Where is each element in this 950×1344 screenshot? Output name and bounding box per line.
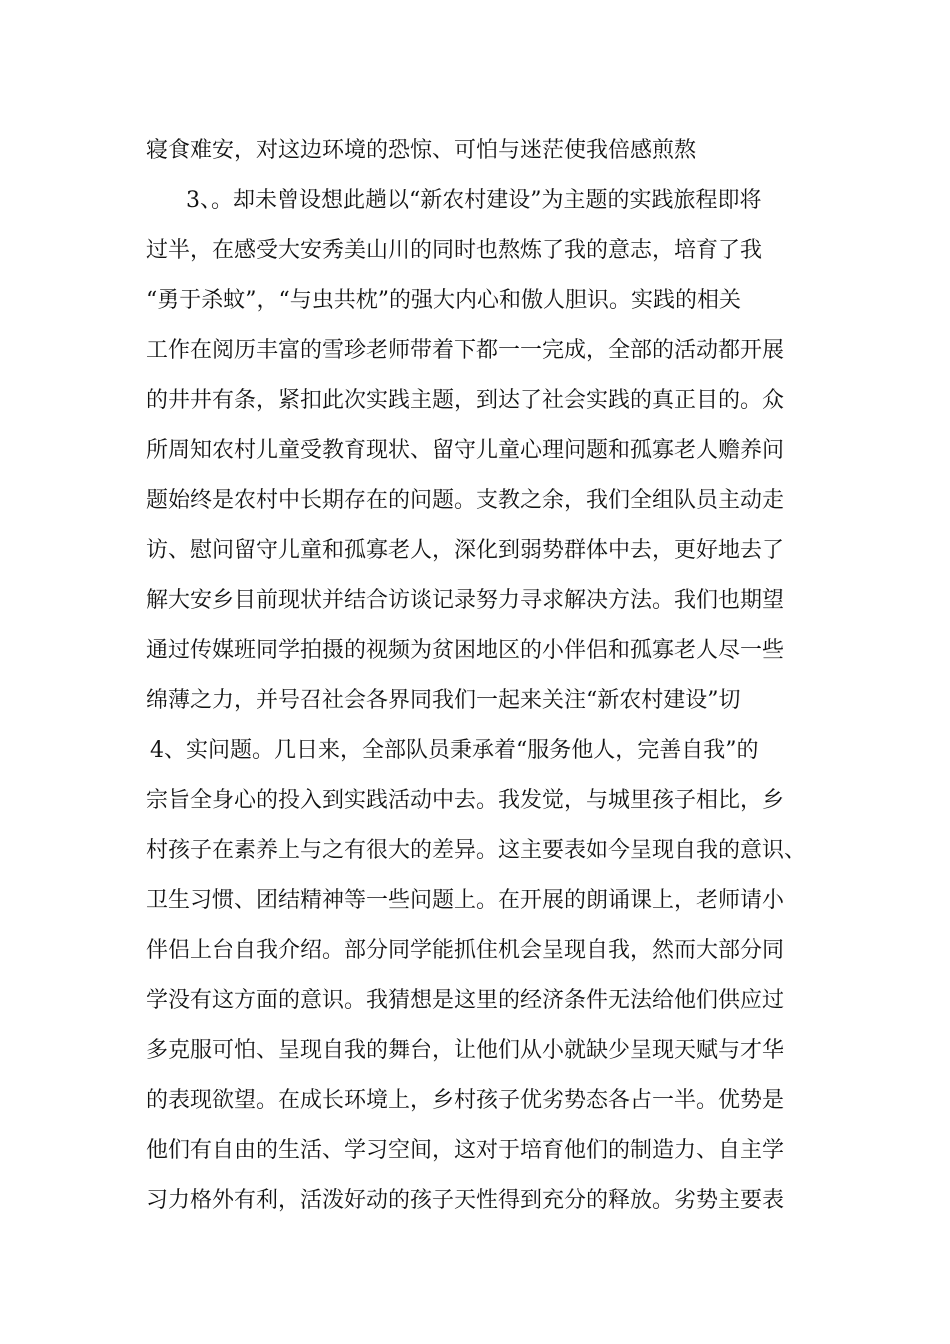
text-line: 寝食难安，对这边环境的恐惊、可怕与迷茫使我倍感煎熬 — [146, 138, 697, 163]
text-line: 访、慰问留守儿童和孤寡老人，深化到弱势群体中去，更好地去了 — [146, 538, 785, 563]
text-line: 绵薄之力，并号召社会各界同我们一起来关注“新农村建设”切 — [146, 688, 741, 713]
text-line: 学没有这方面的意识。我猜想是这里的经济条件无法给他们供应过 — [146, 988, 785, 1013]
text-line: 工作在阅历丰富的雪珍老师带着下都一一完成，全部的活动都开展 — [146, 338, 785, 363]
text-line: 所周知农村儿童受教育现状、留守儿童心理问题和孤寡老人赡养问 — [146, 438, 785, 463]
text-line: 村孩子在素养上与之有很大的差异。这主要表如今呈现自我的意识、 — [146, 838, 807, 863]
text-line: 习力格外有利，活泼好动的孩子天性得到充分的释放。劣势主要表 — [146, 1188, 785, 1213]
text-line: 多克服可怕、呈现自我的舞台，让他们从小就缺少呈现天赋与才华 — [146, 1038, 785, 1063]
text-line: 解大安乡目前现状并结合访谈记录努力寻求解决方法。我们也期望 — [146, 588, 785, 613]
text-line: 卫生习惯、团结精神等一些问题上。在开展的朗诵课上，老师请小 — [146, 888, 785, 913]
text-line: “勇于杀蚊”，“与虫共枕”的强大内心和傲人胆识。实践的相关 — [146, 288, 741, 313]
text-line: 通过传媒班同学拍摄的视频为贫困地区的小伴侣和孤寡老人尽一些 — [146, 638, 785, 663]
text-line: 的表现欲望。在成长环境上，乡村孩子优劣势态各占一半。优势是 — [146, 1088, 785, 1113]
text-line: 他们有自由的生活、学习空间，这对于培育他们的制造力、自主学 — [146, 1138, 785, 1163]
text-line: 宗旨全身心的投入到实践活动中去。我发觉，与城里孩子相比，乡 — [146, 788, 785, 813]
text-line: 伴侣上台自我介绍。部分同学能抓住机会呈现自我，然而大部分同 — [146, 938, 785, 963]
text-line: 的井井有条，紧扣此次实践主题，到达了社会实践的真正目的。众 — [146, 388, 785, 413]
text-line: 4、实问题。几日来，全部队员秉承着“服务他人，完善自我”的 — [150, 738, 759, 763]
text-line: 过半，在感受大安秀美山川的同时也熬炼了我的意志，培育了我 — [146, 238, 763, 263]
text-line: 题始终是农村中长期存在的问题。支教之余，我们全组队员主动走 — [146, 488, 785, 513]
text-line: 3、。却未曾设想此趟以“新农村建设”为主题的实践旅程即将 — [186, 188, 762, 213]
